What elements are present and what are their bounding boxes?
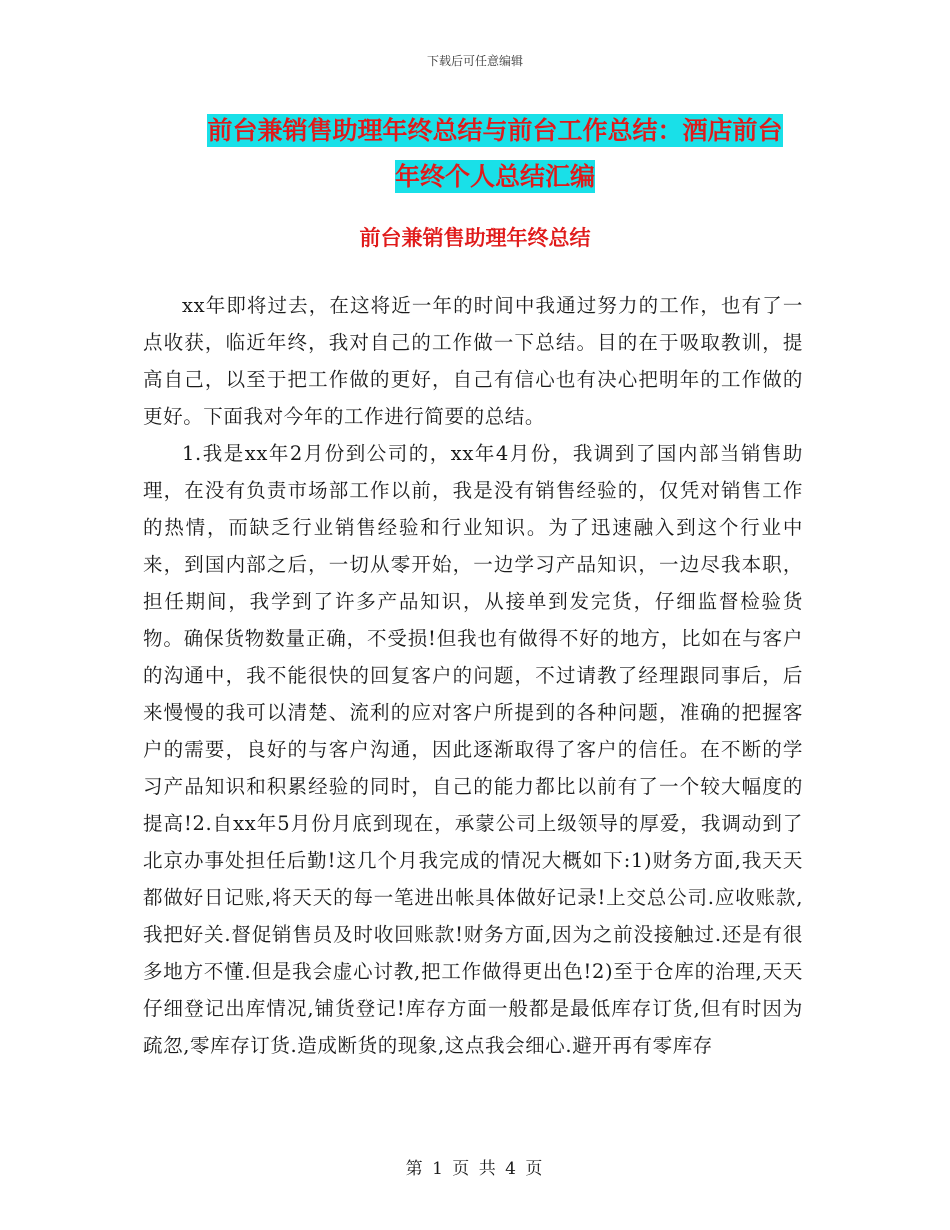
page-footer: 第 1 页 共 4 页 [405,1159,545,1179]
page-header-note: 下载后可任意编辑 [426,54,523,68]
section-title: 前台兼销售助理年终总结 [359,226,591,250]
document-title-line2: 年终个人总结汇编 [394,162,595,191]
document-title-line1: 前台兼销售助理年终总结与前台工作总结：酒店前台 [207,116,783,145]
document-title [145,108,845,200]
paragraph-intro: xx年即将过去，在这将近一年的时间中我通过努力的工作，也有了一点收获，临近年终，我对自己的工作做一下总结。目的在于吸取教训，提高自己，以至于把工作做的更好，自己有信心也有决心把明年的工作做的更好。下面我对今年的工作进行简要的总结。 [143,294,803,428]
body-text [143,287,803,1064]
paragraph-main: 1.我是xx年2月份到公司的，xx年4月份，我调到了国内部当销售助理，在没有负责市场部工作以前，我是没有销售经验的，仅凭对销售工作的热情，而缺乏行业销售经验和行业知识。为了迅速融入到这个行业中来，到国内部之后，一切从零开始，一边学习产品知识，一边尽我本职，担任期间，我学到了许多产品知识，从接单到发完货，仔细监督检验货物。确保货物数量正确，不受损!但我也有做得不好的地方，比如在与客户的沟通中，我不能很快的回复客户的问题，不过请教了经理跟同事后，后来慢慢的我可以清楚、流利的应对客户所提到的各种问题，准确的把握客户的需要，良好的与客户沟通，因此逐渐取得了客户的信任。在不断的学习产品知识和积累经验的同时，自己的能力都比以前有了一个较大幅度的提高!2.自xx年5月份月底到现在，承蒙公司上级领导的厚爱，我调动到了北京办事处担任后勤!这几个月我完成的情况大概如下:1)财务方面,我天天都做好日记账,将天天的每一笔进出帐具体做好记录!上交总公司.应收账款,我把好关.督促销售员及时收回账款!财务方面,因为之前没接触过.还是有很多地方不懂.但是我会虚心讨教,把工作做得更出色!2)至于仓库的治理,天天仔细登记出库情况,铺货登记!库存方面一般都是最低库存订货,但有时因为疏忽,零库存订货.造成断货的现象,这点我会细心.避开再有零库存 [143,442,803,1057]
